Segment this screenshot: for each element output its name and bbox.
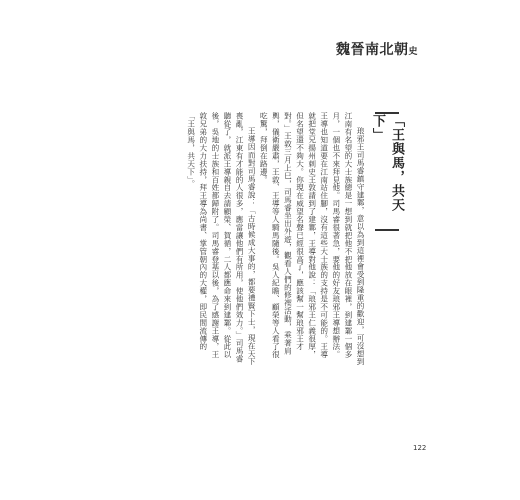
book-title: 魏晉南北朝 bbox=[335, 42, 409, 58]
paragraph-2: 王導因而對司馬睿說：「古時候成大事的，都要禮賢下士，現在天下喪亂，江東有才能的人很多，應當讓他們有所用，使他們效力。」司馬睿聽從了，就派王導親自去請顧榮、賀循，二人都應命來到建鄴。從此以後，吳地的士族和百姓都歸附了。司馬睿登基以後，為了感謝王導，王敦兄弟的大力扶持，拜王導為尚書、掌管朝內的大權，即民間流傳的「王與馬，共天下」。 bbox=[186, 112, 257, 366]
book-title-header bbox=[336, 39, 418, 59]
paragraph-1: 琅邪王司馬睿鎮守建鄴，意以為到這裡會受到隆重的歡迎，可沒想到江南有名望的大士族總是一想到就把他不把他放在眼裡，到建鄴一個多月，一個也不來拜見他。司馬睿很著急，要他的好友琅邪王導想辦法。王導也知道要在江南站住腳，沒有這些大士族的支持是不可能的。王導就把堂兄揚州刺史王敦請到了建鄴，王導對他說：「琅邪王仁義很厚，但名望還不夠大。你現在威望名聲已經很高了，應該幫一幫琅邪王才對。」王敦三月上巳，司馬睿坐出外遊，觀看人們的修禊活動，乘著肩輿，儀衛嚴肅，王敦、王導等人騎馬隨後。吳人紀瞻、顧榮等人看了很吃驚，拜倒在路邊。 bbox=[259, 112, 365, 366]
page-number: 122 bbox=[413, 444, 427, 452]
section-title: 「王與馬，共天下」 bbox=[370, 114, 404, 212]
book-title-suffix: 史 bbox=[408, 47, 418, 57]
section-title-box bbox=[370, 112, 404, 231]
body-text bbox=[144, 112, 366, 366]
